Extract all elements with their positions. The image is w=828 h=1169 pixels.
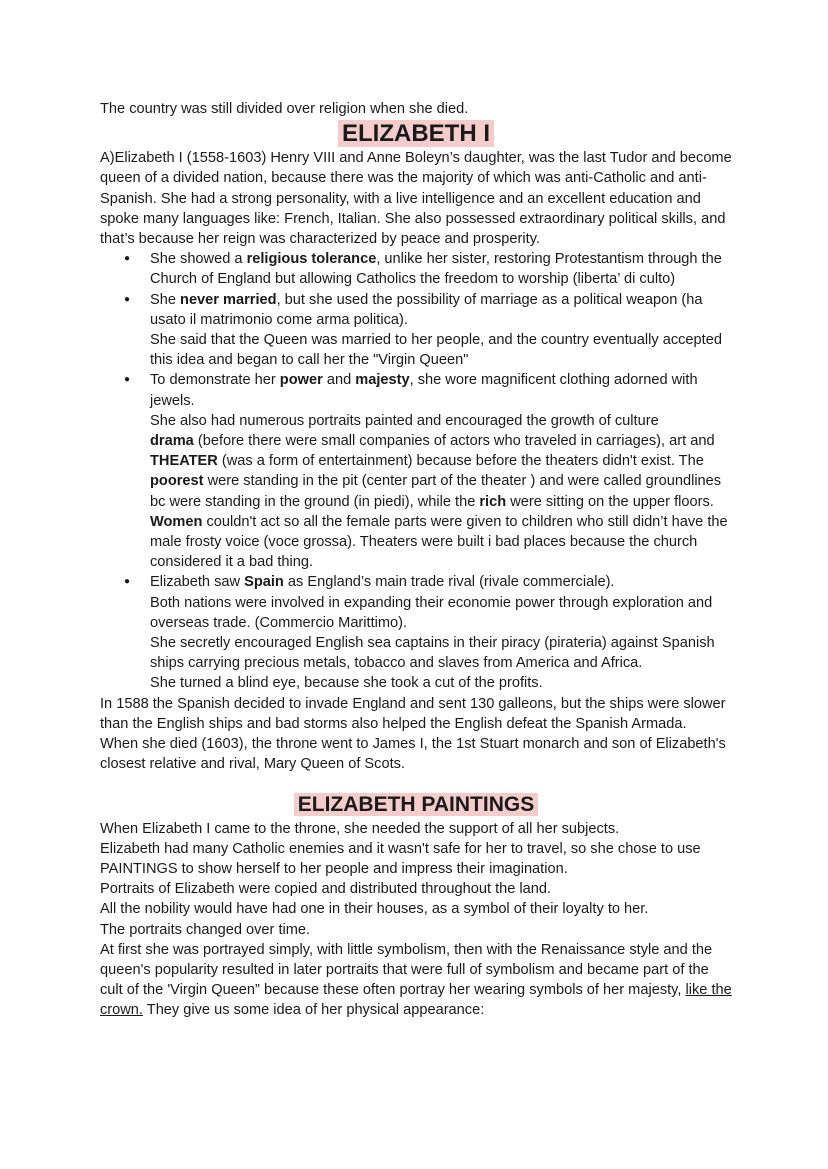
bold-run: poorest	[150, 473, 204, 490]
text-run: To demonstrate her	[150, 372, 280, 389]
paintings-line-5: The portraits changed over time.	[100, 921, 311, 938]
bold-run: THEATER	[150, 453, 218, 470]
paragraph-armada: In 1588 the Spanish decided to invade England and sent 130 galleons, but the ships were slower than the English ships and bad storms also helped the English defeat the Spanish Armada.	[100, 695, 726, 732]
bold-run: never married	[180, 291, 277, 308]
text-run: and	[322, 372, 356, 389]
paintings-line-3: Portraits of Elizabeth were copied and distributed throughout the land.	[100, 881, 552, 898]
bullet-spain	[150, 572, 732, 693]
text-run: Elizabeth saw	[150, 574, 245, 591]
text-run: (was a form of entertainment) because before the theaters didn't exist. The	[217, 453, 704, 470]
text-run: were sitting on the upper floors.	[506, 493, 714, 510]
bullet-religious-tolerance	[150, 249, 732, 289]
section-title-elizabeth-text: ELIZABETH I	[338, 120, 494, 147]
bullet-never-married	[150, 290, 732, 371]
paintings-last-paragraph	[100, 940, 732, 1021]
text-run: as England’s main trade rival (rivale commerciale).	[283, 574, 615, 591]
text-run: Both nations were involved in expanding their economie power through exploration and overseas trade. (Commercio Marittimo).	[150, 594, 713, 631]
text-run: , unlike her sister, restoring Protestantism through the Church of England but allowing Catholics the freedom to worship (liberta’ di culto)	[150, 251, 722, 288]
bullet-list	[100, 249, 732, 693]
section-title-paintings	[100, 791, 732, 818]
bold-run: Spain	[244, 574, 284, 591]
text-run: She also had numerous portraits painted and encouraged the growth of culture	[150, 412, 659, 429]
text-run: At first she was portrayed simply, with little symbolism, then with the Renaissance style and the queen's popularity resulted in later portraits that were full of symbolism and became part of the cult of the 'Virgin Queen” because these often portray her wearing symbols of her majesty,	[100, 941, 713, 999]
bold-run: power	[279, 372, 323, 389]
text-run: couldn't act so all the female parts were given to children who still didn’t have the male frosty voice (voce grossa). Theaters were built i bad places because the church considered it a bad thing.	[150, 513, 728, 571]
section-title-elizabeth	[100, 119, 732, 149]
paintings-line-2: Elizabeth had many Catholic enemies and it wasn't safe for her to travel, so she chose to use PAINTINGS to show herself to her people and impress their imagination.	[100, 840, 701, 877]
intro-line: The country was still divided over religion when she died.	[100, 101, 469, 117]
bold-run: majesty	[355, 372, 410, 389]
bold-run: religious tolerance	[246, 251, 377, 268]
text-run: She	[150, 291, 181, 308]
bold-run: Women	[150, 513, 203, 530]
text-run: , she wore magnificent clothing adorned with jewels.	[150, 372, 698, 409]
text-run: She said that the Queen was married to her people, and the country eventually accepted this idea and began to call her the "Virgin Queen"	[150, 332, 722, 369]
bold-run: rich	[479, 493, 507, 510]
text-run: They give us some idea of her physical appearance:	[142, 1002, 485, 1019]
paintings-line-1: When Elizabeth I came to the throne, she needed the support of all her subjects.	[100, 820, 620, 837]
text-run: , but she used the possibility of marriage as a political weapon (ha usato il matrimonio come arma politica).	[150, 291, 703, 328]
paragraph-death: When she died (1603), the throne went to James I, the 1st Stuart monarch and son of Elizabeth's closest relative and rival, Mary Queen of Scots.	[100, 736, 726, 773]
section-title-paintings-text: ELIZABETH PAINTINGS	[294, 793, 538, 816]
paintings-line-4: All the nobility would have had one in their houses, as a symbol of their loyalty to her.	[100, 901, 649, 918]
underlined-run: like the crown.	[100, 982, 732, 1019]
paragraph-intro-a: A)Elizabeth I (1558-1603) Henry VIII and Anne Boleyn’s daughter, was the last Tudor and become queen of a divided nation, because there was the majority of which was anti-Catholic and anti- Spanish. She had a strong personality, with a live intelligence and an excellent education and spoke many languages like: French, Italian. She also possessed extraordinary political skills, and that’s because her reign was characterized by peace and prosperity.	[100, 150, 732, 248]
text-run: She showed a	[150, 251, 247, 268]
text-run: She turned a blind eye, because she took a cut of the profits.	[150, 675, 543, 692]
bold-run: drama	[150, 433, 194, 450]
bullet-power-majesty	[150, 370, 732, 572]
text-run: She secretly encouraged English sea captains in their piracy (pirateria) against Spanish ships carrying precious metals, tobacco and slaves from America and Africa.	[150, 635, 715, 672]
text-run: (before there were small companies of actors who traveled in carriages), art and	[193, 433, 715, 450]
document-content	[100, 99, 732, 1021]
text-run: were standing in the pit (center part of the theater ) and were called groundlines bc were standing in the ground (in piedi), while the	[150, 473, 722, 510]
